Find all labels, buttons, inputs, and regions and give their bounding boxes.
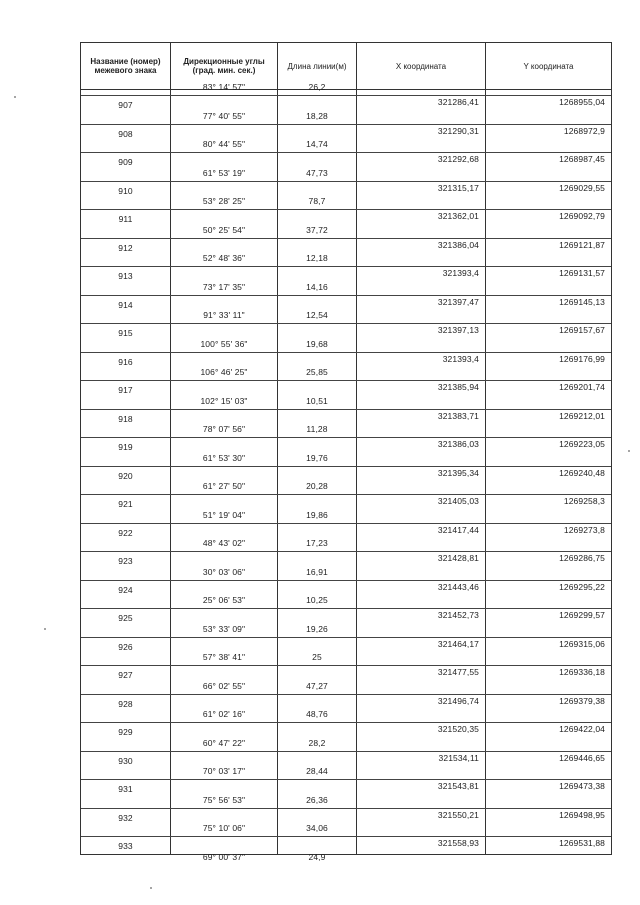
direction-angle: 60° 47' 22" — [202, 737, 246, 748]
direction-angle: 50° 25' 54" — [202, 224, 246, 235]
row-divider — [81, 466, 611, 467]
row-divider — [81, 523, 611, 524]
line-length: 19,86 — [306, 509, 328, 520]
point-name: 910 — [118, 185, 133, 196]
point-name: 924 — [118, 584, 133, 595]
row-divider — [81, 266, 611, 267]
y-coordinate: 1269029,55 — [559, 182, 605, 193]
row-divider — [81, 779, 611, 780]
direction-angle: 102° 15' 03" — [200, 395, 248, 406]
x-coordinate: 321477,55 — [437, 667, 479, 677]
x-coordinate: 321286,41 — [437, 97, 479, 107]
line-length: 25,85 — [306, 367, 328, 377]
point-name: 917 — [118, 385, 133, 395]
row-divider — [81, 494, 611, 495]
point-name: 921 — [118, 499, 133, 509]
line-length: 14,16 — [306, 281, 328, 292]
y-coordinate: 1269223,05 — [559, 439, 605, 449]
header-y: Y координата — [523, 61, 574, 71]
row-divider — [81, 152, 611, 153]
point-name: 930 — [118, 755, 133, 766]
direction-angle: 83° 14' 57" — [202, 82, 246, 92]
point-name: 925 — [118, 613, 133, 623]
row-divider — [81, 665, 611, 666]
column-divider — [277, 43, 278, 854]
x-coordinate: 321315,17 — [437, 182, 479, 193]
line-length: 47,27 — [306, 680, 328, 691]
row-divider — [81, 551, 611, 552]
row-divider — [81, 209, 611, 210]
direction-angle: 61° 53' 30" — [202, 452, 246, 463]
column-divider — [485, 43, 486, 854]
x-coordinate: 321534,11 — [438, 752, 479, 763]
line-length: 28,44 — [306, 766, 328, 776]
point-name: 927 — [118, 670, 133, 680]
y-coordinate: 1269473,38 — [559, 781, 605, 791]
y-coordinate: 1269131,57 — [559, 268, 605, 278]
direction-angle: 25° 06' 53" — [202, 595, 246, 605]
direction-angle: 52° 48' 36" — [202, 253, 246, 263]
point-name: 922 — [118, 527, 133, 538]
line-length: 12,54 — [306, 310, 328, 320]
x-coordinate: 321550,21 — [437, 809, 479, 820]
line-length: 17,23 — [306, 538, 328, 548]
line-length: 25 — [312, 652, 322, 662]
x-coordinate: 321452,73 — [437, 610, 479, 620]
direction-angle: 61° 27' 50" — [202, 481, 246, 491]
y-coordinate: 1269212,01 — [559, 410, 605, 421]
x-coordinate: 321292,68 — [437, 154, 479, 164]
scan-speck — [628, 450, 630, 452]
point-name: 911 — [118, 214, 133, 224]
x-coordinate: 321362,01 — [437, 211, 479, 221]
y-coordinate: 1269258,3 — [563, 496, 605, 506]
coordinates-table — [80, 42, 612, 862]
line-length: 12,18 — [306, 253, 328, 263]
point-name: 908 — [118, 128, 133, 139]
direction-angle: 75° 56' 53" — [202, 794, 246, 805]
point-name: 932 — [118, 812, 133, 823]
y-coordinate: 1269315,06 — [559, 638, 605, 649]
y-coordinate: 1269157,67 — [559, 325, 605, 335]
row-divider — [81, 124, 611, 125]
y-coordinate: 1269531,88 — [559, 838, 605, 848]
point-name: 931 — [118, 784, 133, 794]
row-divider — [81, 722, 611, 723]
line-length: 16,91 — [306, 566, 328, 577]
line-length: 20,28 — [306, 481, 328, 491]
line-length: 78,7 — [308, 196, 326, 206]
point-name: 920 — [118, 470, 133, 481]
row-divider — [81, 181, 611, 182]
direction-angle: 77° 40' 55" — [202, 110, 246, 121]
direction-angle: 69° 00' 37" — [202, 851, 246, 862]
line-length: 26,2 — [308, 82, 326, 92]
y-coordinate: 1269273,8 — [563, 524, 605, 535]
y-coordinate: 1269498,95 — [559, 809, 605, 820]
line-length: 37,72 — [306, 224, 328, 235]
y-coordinate: 1269201,74 — [559, 382, 605, 392]
point-name: 933 — [118, 841, 133, 851]
point-name: 913 — [118, 271, 133, 281]
x-coordinate: 321496,74 — [437, 695, 479, 706]
y-coordinate: 1269446,65 — [559, 752, 605, 763]
line-length: 14,74 — [306, 139, 328, 149]
x-coordinate: 321393,4 — [442, 268, 479, 278]
point-name: 909 — [118, 157, 133, 167]
y-coordinate: 1268972,9 — [563, 125, 605, 136]
line-length: 10,25 — [306, 595, 328, 605]
point-name: 928 — [118, 698, 133, 709]
row-divider — [81, 694, 611, 695]
x-coordinate: 321443,46 — [437, 581, 479, 592]
direction-angle: 53° 28' 25" — [202, 196, 246, 206]
line-length: 34,06 — [306, 823, 328, 833]
y-coordinate: 1269240,48 — [559, 467, 605, 478]
header-length: Длина линии(м) — [287, 61, 347, 71]
direction-angle: 106° 46' 25" — [200, 367, 248, 377]
direction-angle: 30° 03' 06" — [202, 566, 246, 577]
direction-angle: 78° 07' 56" — [202, 424, 246, 434]
direction-angle: 66° 02' 55" — [202, 680, 246, 691]
line-length: 19,68 — [306, 338, 328, 349]
row-divider — [81, 380, 611, 381]
point-name: 929 — [118, 727, 133, 737]
direction-angle: 61° 53' 19" — [202, 167, 246, 178]
point-name: 914 — [118, 299, 133, 310]
direction-angle: 100° 55' 36" — [200, 338, 248, 349]
point-name: 919 — [118, 442, 133, 452]
line-length: 28,2 — [308, 737, 326, 748]
row-divider — [81, 352, 611, 353]
y-coordinate: 1269299,57 — [559, 610, 605, 620]
row-divider — [81, 295, 611, 296]
line-length: 26,36 — [306, 794, 328, 805]
header-angle: Дирекционные углы (град. мин. сек.) — [183, 57, 265, 75]
direction-angle: 91° 33' 11" — [203, 310, 245, 320]
y-coordinate: 1268987,45 — [559, 154, 605, 164]
direction-angle: 75° 10' 06" — [202, 823, 246, 833]
column-divider — [356, 43, 357, 854]
y-coordinate: 1269422,04 — [559, 724, 605, 734]
direction-angle: 48° 43' 02" — [202, 538, 246, 548]
x-coordinate: 321386,03 — [437, 439, 479, 449]
y-coordinate: 1268955,04 — [559, 97, 605, 107]
y-coordinate: 1269336,18 — [559, 667, 605, 677]
row-divider — [81, 95, 611, 96]
column-divider — [170, 43, 171, 854]
line-length: 19,76 — [306, 452, 328, 463]
y-coordinate: 1269286,75 — [559, 553, 605, 563]
x-coordinate: 321520,35 — [437, 724, 479, 734]
point-name: 907 — [118, 100, 133, 110]
line-length: 47,73 — [306, 167, 328, 178]
line-length: 19,26 — [306, 623, 328, 634]
row-divider — [81, 836, 611, 837]
row-divider — [81, 637, 611, 638]
y-coordinate: 1269295,22 — [559, 581, 605, 592]
line-length: 24,9 — [308, 851, 326, 862]
x-coordinate: 321543,81 — [437, 781, 479, 791]
line-length: 18,28 — [306, 110, 328, 121]
header-x: X координата — [395, 61, 447, 71]
x-coordinate: 321385,94 — [437, 382, 479, 392]
x-coordinate: 321405,03 — [437, 496, 479, 506]
direction-angle: 73° 17' 35" — [202, 281, 246, 292]
direction-angle: 70° 03' 17" — [202, 766, 246, 776]
x-coordinate: 321397,13 — [437, 325, 479, 335]
point-name: 923 — [118, 556, 133, 566]
direction-angle: 51° 19' 04" — [202, 509, 246, 520]
line-length: 10,51 — [306, 395, 328, 406]
row-divider — [81, 238, 611, 239]
point-name: 912 — [118, 242, 133, 253]
y-coordinate: 1269176,99 — [559, 353, 605, 364]
y-coordinate: 1269145,13 — [559, 296, 605, 307]
row-divider — [81, 751, 611, 752]
row-divider — [81, 808, 611, 809]
y-coordinate: 1269379,38 — [559, 695, 605, 706]
x-coordinate: 321393,4 — [442, 353, 479, 364]
direction-angle: 57° 38' 41" — [202, 652, 246, 662]
row-divider — [81, 437, 611, 438]
scan-speck — [44, 628, 46, 630]
row-divider — [81, 608, 611, 609]
point-name: 918 — [118, 413, 133, 424]
direction-angle: 53° 33' 09" — [202, 623, 246, 634]
scan-speck — [150, 887, 152, 889]
y-coordinate: 1269092,79 — [559, 211, 605, 221]
header-name: Название (номер) межевого знака — [90, 57, 161, 75]
x-coordinate: 321397,47 — [437, 296, 479, 307]
scan-speck — [14, 96, 16, 98]
line-length: 48,76 — [306, 709, 328, 719]
y-coordinate: 1269121,87 — [559, 239, 605, 250]
row-divider — [81, 409, 611, 410]
x-coordinate: 321290,31 — [437, 125, 479, 136]
x-coordinate: 321383,71 — [437, 410, 479, 421]
point-name: 926 — [118, 641, 133, 652]
point-name: 916 — [118, 356, 133, 367]
x-coordinate: 321558,93 — [437, 838, 479, 848]
row-divider — [81, 323, 611, 324]
line-length: 11,28 — [306, 424, 328, 434]
x-coordinate: 321428,81 — [437, 553, 479, 563]
point-name: 915 — [118, 328, 133, 338]
x-coordinate: 321464,17 — [437, 638, 479, 649]
direction-angle: 61° 02' 16" — [202, 709, 246, 719]
x-coordinate: 321417,44 — [437, 524, 479, 535]
row-divider — [81, 580, 611, 581]
x-coordinate: 321386,04 — [437, 239, 479, 250]
direction-angle: 80° 44' 55" — [202, 139, 246, 149]
x-coordinate: 321395,34 — [437, 467, 479, 478]
